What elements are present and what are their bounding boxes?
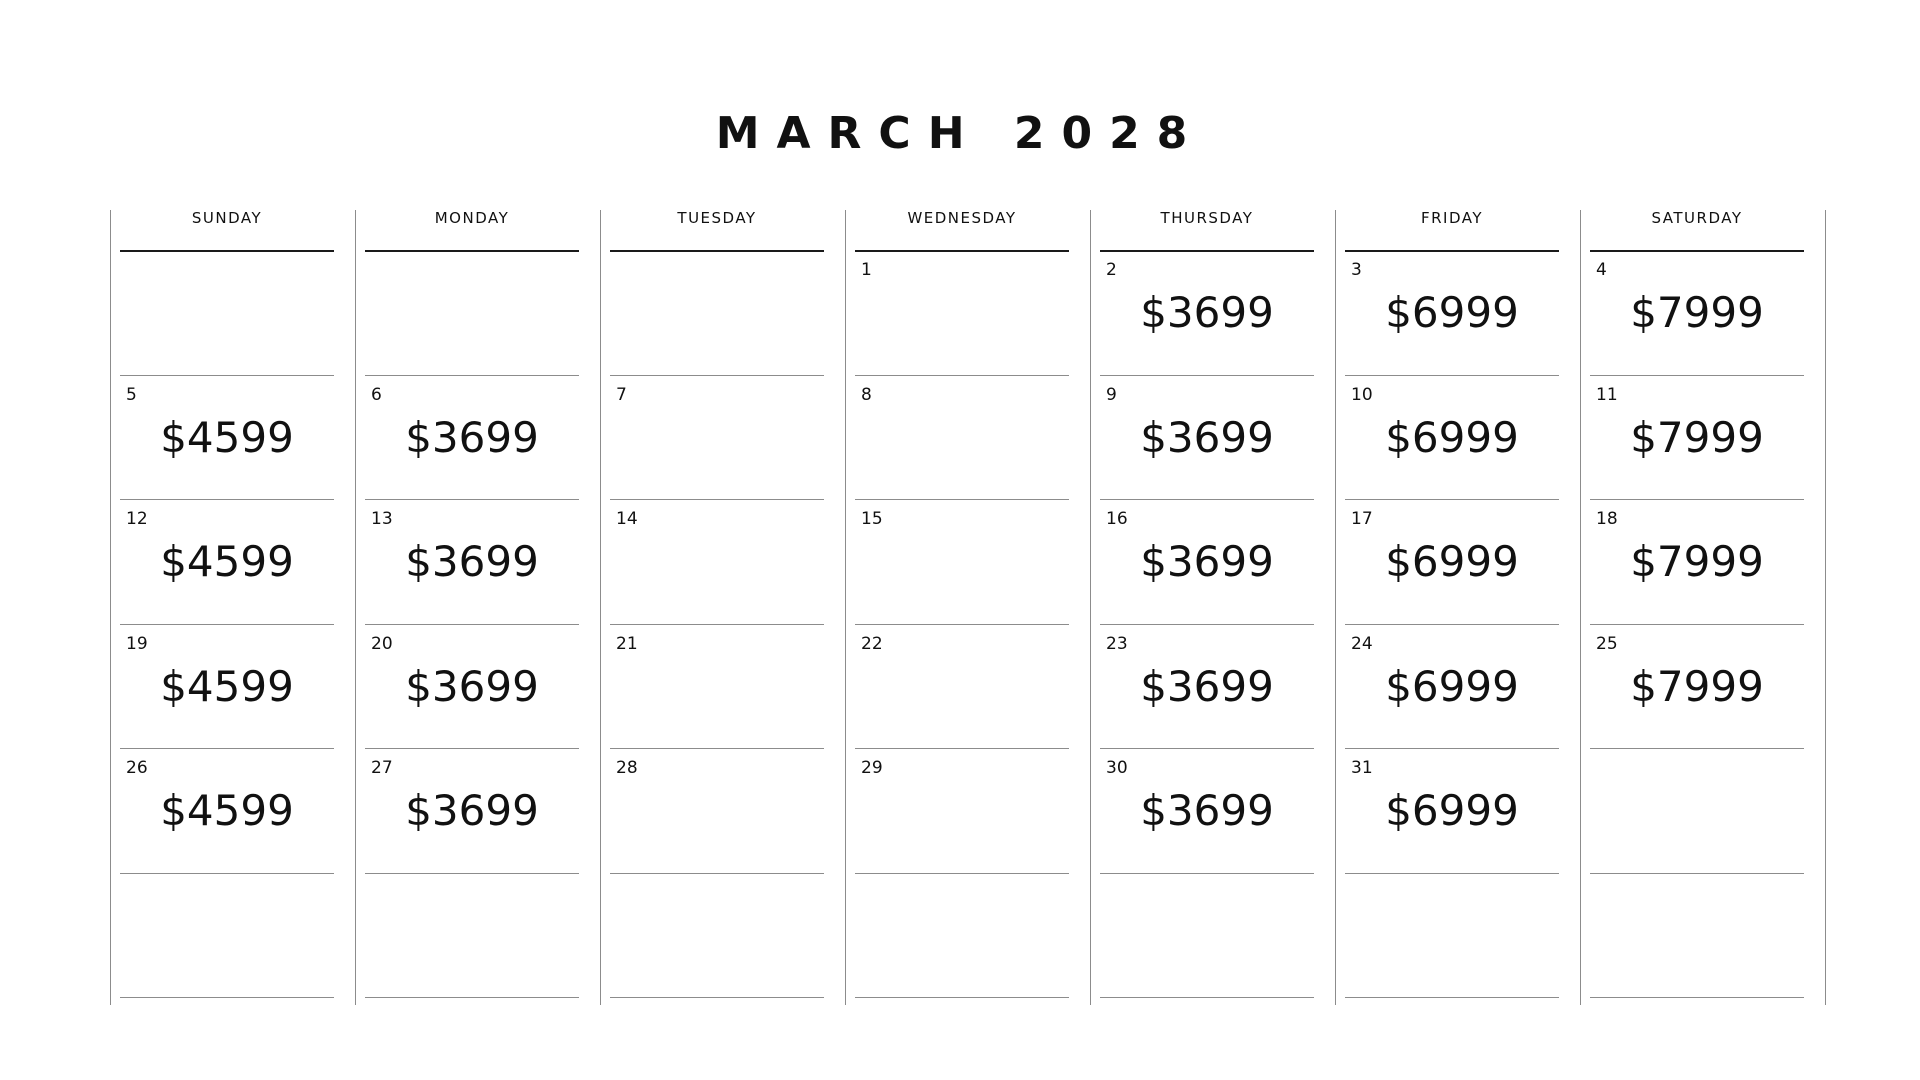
day-number: 1	[861, 260, 872, 280]
row-rule	[365, 997, 579, 998]
day-header-wednesday: WEDNESDAY	[907, 209, 1017, 227]
day-number: 26	[126, 758, 148, 778]
calendar-cell[interactable]	[610, 499, 824, 623]
day-number: 31	[1351, 758, 1373, 778]
price-label: $3699	[1140, 413, 1274, 462]
calendar-cell[interactable]	[610, 375, 824, 499]
calendar-cell[interactable]	[855, 375, 1069, 499]
price-label: $4599	[160, 786, 294, 835]
column-divider	[600, 210, 601, 1005]
calendar-cell[interactable]	[1345, 250, 1559, 374]
price-label: $6999	[1385, 413, 1519, 462]
calendar-cell[interactable]	[1345, 748, 1559, 872]
calendar-cell[interactable]	[1590, 748, 1804, 872]
calendar-cell[interactable]	[365, 375, 579, 499]
row-rule	[120, 997, 334, 998]
day-number: 15	[861, 509, 883, 529]
day-number: 24	[1351, 634, 1373, 654]
calendar-title: MARCH 2028	[715, 108, 1205, 159]
calendar-cell[interactable]	[365, 250, 579, 374]
day-header-monday: MONDAY	[434, 209, 510, 227]
day-number: 9	[1106, 385, 1117, 405]
day-number: 10	[1351, 385, 1373, 405]
price-label: $3699	[405, 413, 539, 462]
calendar-cell[interactable]	[1345, 624, 1559, 748]
row-rule	[1345, 997, 1559, 998]
day-number: 2	[1106, 260, 1117, 280]
calendar-cell[interactable]	[855, 499, 1069, 623]
price-label: $7999	[1630, 288, 1764, 337]
day-header-sunday: SUNDAY	[191, 209, 263, 227]
calendar-cell[interactable]	[1100, 624, 1314, 748]
day-number: 20	[371, 634, 393, 654]
price-label: $7999	[1630, 537, 1764, 586]
calendar-cell[interactable]	[1100, 748, 1314, 872]
calendar-cell[interactable]	[120, 624, 334, 748]
price-label: $3699	[1140, 786, 1274, 835]
price-label: $6999	[1385, 537, 1519, 586]
calendar-cell[interactable]	[365, 499, 579, 623]
day-number: 6	[371, 385, 382, 405]
day-number: 29	[861, 758, 883, 778]
column-divider	[845, 210, 846, 1005]
price-label: $6999	[1385, 662, 1519, 711]
calendar-cell[interactable]	[1590, 624, 1804, 748]
price-label: $3699	[405, 786, 539, 835]
calendar-cell[interactable]	[120, 375, 334, 499]
calendar-cell[interactable]	[365, 748, 579, 872]
calendar-cell[interactable]	[1100, 499, 1314, 623]
price-label: $3699	[405, 662, 539, 711]
calendar-cell[interactable]	[855, 748, 1069, 872]
day-number: 5	[126, 385, 137, 405]
calendar-cell[interactable]	[1590, 499, 1804, 623]
calendar-cell[interactable]	[1590, 250, 1804, 374]
calendar-cell[interactable]	[610, 873, 824, 997]
calendar-cell[interactable]	[1100, 250, 1314, 374]
calendar-cell[interactable]	[1345, 499, 1559, 623]
day-number: 17	[1351, 509, 1373, 529]
column-divider	[1580, 210, 1581, 1005]
calendar-cell[interactable]	[1100, 873, 1314, 997]
calendar-cell[interactable]	[365, 624, 579, 748]
column-divider	[355, 210, 356, 1005]
day-number: 28	[616, 758, 638, 778]
row-rule	[610, 997, 824, 998]
day-number: 12	[126, 509, 148, 529]
calendar-cell[interactable]	[120, 499, 334, 623]
price-label: $7999	[1630, 413, 1764, 462]
column-divider	[1090, 210, 1091, 1005]
row-rule	[1100, 997, 1314, 998]
calendar-cell[interactable]	[1345, 873, 1559, 997]
day-number: 11	[1596, 385, 1618, 405]
column-divider	[110, 210, 111, 1005]
day-number: 13	[371, 509, 393, 529]
day-header-friday: FRIDAY	[1420, 209, 1484, 227]
day-number: 23	[1106, 634, 1128, 654]
calendar-cell[interactable]	[610, 748, 824, 872]
day-number: 3	[1351, 260, 1362, 280]
day-header-tuesday: TUESDAY	[677, 209, 757, 227]
day-number: 16	[1106, 509, 1128, 529]
price-label: $3699	[1140, 537, 1274, 586]
calendar-cell[interactable]	[610, 250, 824, 374]
day-number: 14	[616, 509, 638, 529]
price-label: $7999	[1630, 662, 1764, 711]
price-label: $4599	[160, 662, 294, 711]
calendar-cell[interactable]	[1100, 375, 1314, 499]
calendar-cell[interactable]	[120, 873, 334, 997]
calendar-cell[interactable]	[855, 873, 1069, 997]
calendar-cell[interactable]	[855, 250, 1069, 374]
day-number: 22	[861, 634, 883, 654]
day-number: 19	[126, 634, 148, 654]
price-label: $4599	[160, 413, 294, 462]
day-number: 8	[861, 385, 872, 405]
calendar-cell[interactable]	[365, 873, 579, 997]
calendar-cell[interactable]	[1590, 873, 1804, 997]
calendar-cell[interactable]	[120, 250, 334, 374]
day-header-thursday: THURSDAY	[1160, 209, 1254, 227]
calendar-cell[interactable]	[1590, 375, 1804, 499]
day-number: 21	[616, 634, 638, 654]
calendar-cell[interactable]	[120, 748, 334, 872]
price-label: $6999	[1385, 786, 1519, 835]
day-number: 27	[371, 758, 393, 778]
calendar-cell[interactable]	[610, 624, 824, 748]
price-label: $6999	[1385, 288, 1519, 337]
day-number: 7	[616, 385, 627, 405]
day-number: 18	[1596, 509, 1618, 529]
price-label: $3699	[1140, 662, 1274, 711]
row-rule	[855, 997, 1069, 998]
day-header-saturday: SATURDAY	[1651, 209, 1743, 227]
price-label: $3699	[405, 537, 539, 586]
row-rule	[1590, 997, 1804, 998]
calendar-cell[interactable]	[855, 624, 1069, 748]
day-number: 4	[1596, 260, 1607, 280]
price-label: $4599	[160, 537, 294, 586]
calendar-cell[interactable]	[1345, 375, 1559, 499]
column-divider	[1335, 210, 1336, 1005]
day-number: 30	[1106, 758, 1128, 778]
column-divider	[1825, 210, 1826, 1005]
price-label: $3699	[1140, 288, 1274, 337]
day-number: 25	[1596, 634, 1618, 654]
